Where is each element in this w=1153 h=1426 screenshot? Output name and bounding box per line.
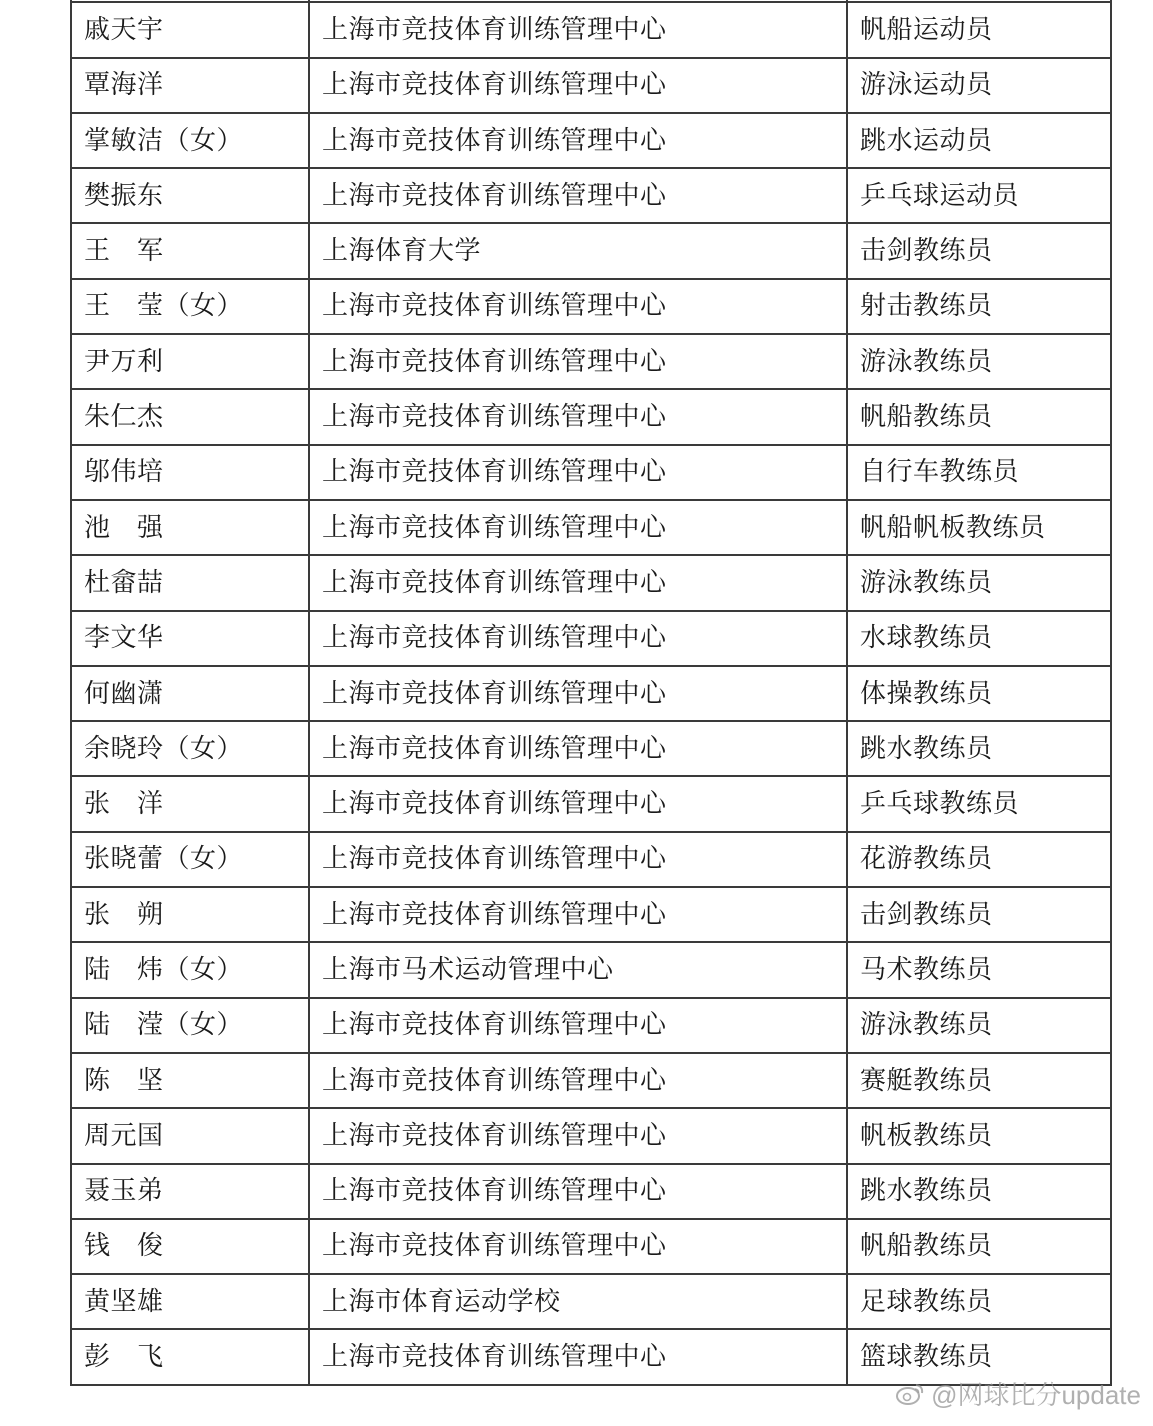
table-row	[71, 113, 1111, 168]
role-cell: 花游教练员	[847, 832, 1111, 887]
name-cell: 钱 俊	[71, 1219, 309, 1274]
table-row	[71, 223, 1111, 278]
role-cell: 游泳教练员	[847, 555, 1111, 610]
role-cell: 篮球教练员	[847, 1329, 1111, 1384]
role-cell: 水球教练员	[847, 611, 1111, 666]
unit-cell: 上海市竞技体育训练管理中心	[309, 887, 847, 942]
unit-cell: 上海市竞技体育训练管理中心	[309, 334, 847, 389]
unit-cell: 上海体育大学	[309, 223, 847, 278]
table-row	[71, 279, 1111, 334]
table-row	[71, 1108, 1111, 1163]
unit-cell: 上海市体育运动学校	[309, 1274, 847, 1329]
role-cell: 击剑教练员	[847, 223, 1111, 278]
role-cell: 击剑教练员	[847, 887, 1111, 942]
unit-cell: 上海市竞技体育训练管理中心	[309, 279, 847, 334]
unit-cell: 上海市竞技体育训练管理中心	[309, 666, 847, 721]
unit-cell: 上海市竞技体育训练管理中心	[309, 445, 847, 500]
unit-cell: 上海市竞技体育训练管理中心	[309, 721, 847, 776]
role-cell: 跳水教练员	[847, 721, 1111, 776]
table-row	[71, 942, 1111, 997]
unit-cell: 上海市竞技体育训练管理中心	[309, 58, 847, 113]
name-cell: 聂玉弟	[71, 1164, 309, 1219]
name-cell: 樊振东	[71, 168, 309, 223]
unit-cell: 上海市竞技体育训练管理中心	[309, 1329, 847, 1384]
role-cell: 帆船运动员	[847, 2, 1111, 57]
unit-cell: 上海市竞技体育训练管理中心	[309, 555, 847, 610]
table-row	[71, 2, 1111, 57]
name-cell: 戚天宇	[71, 2, 309, 57]
role-cell: 乒乓球运动员	[847, 168, 1111, 223]
table-row	[71, 555, 1111, 610]
table-row	[71, 445, 1111, 500]
role-cell: 帆板教练员	[847, 1108, 1111, 1163]
table-row	[71, 58, 1111, 113]
table-row	[71, 776, 1111, 831]
table-row	[71, 389, 1111, 444]
role-cell: 跳水教练员	[847, 1164, 1111, 1219]
unit-cell: 上海市竞技体育训练管理中心	[309, 1053, 847, 1108]
table-row	[71, 887, 1111, 942]
table-row	[71, 721, 1111, 776]
role-cell: 跳水运动员	[847, 113, 1111, 168]
role-cell: 赛艇教练员	[847, 1053, 1111, 1108]
name-cell: 彭 飞	[71, 1329, 309, 1384]
unit-cell: 上海市竞技体育训练管理中心	[309, 2, 847, 57]
table-row	[71, 1274, 1111, 1329]
name-cell: 周元国	[71, 1108, 309, 1163]
name-cell: 李文华	[71, 611, 309, 666]
name-cell: 朱仁杰	[71, 389, 309, 444]
unit-cell: 上海市竞技体育训练管理中心	[309, 832, 847, 887]
name-cell: 掌敏洁（女）	[71, 113, 309, 168]
unit-cell: 上海市竞技体育训练管理中心	[309, 1108, 847, 1163]
name-cell: 王 莹（女）	[71, 279, 309, 334]
table-row	[71, 1053, 1111, 1108]
name-cell: 张 朔	[71, 887, 309, 942]
role-cell: 游泳运动员	[847, 58, 1111, 113]
unit-cell: 上海市竞技体育训练管理中心	[309, 500, 847, 555]
unit-cell: 上海市马术运动管理中心	[309, 942, 847, 997]
table-row	[71, 500, 1111, 555]
role-cell: 射击教练员	[847, 279, 1111, 334]
name-cell: 黄坚雄	[71, 1274, 309, 1329]
role-cell: 帆船帆板教练员	[847, 500, 1111, 555]
unit-cell: 上海市竞技体育训练管理中心	[309, 611, 847, 666]
watermark-text: @网球比分update	[931, 1380, 1141, 1410]
unit-cell: 上海市竞技体育训练管理中心	[309, 998, 847, 1053]
name-cell: 杜畲喆	[71, 555, 309, 610]
role-cell: 自行车教练员	[847, 445, 1111, 500]
roster-table-body	[71, 0, 1111, 1385]
table-row	[71, 832, 1111, 887]
table-row	[71, 611, 1111, 666]
name-cell: 邬伟培	[71, 445, 309, 500]
table-row	[71, 666, 1111, 721]
table-row	[71, 1164, 1111, 1219]
name-cell: 张 洋	[71, 776, 309, 831]
name-cell: 陈 坚	[71, 1053, 309, 1108]
table-row	[71, 168, 1111, 223]
unit-cell: 上海市竞技体育训练管理中心	[309, 1219, 847, 1274]
role-cell: 帆船教练员	[847, 1219, 1111, 1274]
name-cell: 陆 炜（女）	[71, 942, 309, 997]
role-cell: 帆船教练员	[847, 389, 1111, 444]
name-cell: 何幽潇	[71, 666, 309, 721]
name-cell: 陆 滢（女）	[71, 998, 309, 1053]
role-cell: 乒乓球教练员	[847, 776, 1111, 831]
name-cell: 池 强	[71, 500, 309, 555]
table-row	[71, 1219, 1111, 1274]
name-cell: 王 军	[71, 223, 309, 278]
unit-cell: 上海市竞技体育训练管理中心	[309, 389, 847, 444]
roster-table	[70, 0, 1112, 1386]
role-cell: 足球教练员	[847, 1274, 1111, 1329]
unit-cell: 上海市竞技体育训练管理中心	[309, 113, 847, 168]
unit-cell: 上海市竞技体育训练管理中心	[309, 776, 847, 831]
table-row	[71, 1329, 1111, 1384]
role-cell: 马术教练员	[847, 942, 1111, 997]
name-cell: 尹万利	[71, 334, 309, 389]
role-cell: 游泳教练员	[847, 334, 1111, 389]
role-cell: 游泳教练员	[847, 998, 1111, 1053]
role-cell: 体操教练员	[847, 666, 1111, 721]
name-cell: 张晓蕾（女）	[71, 832, 309, 887]
name-cell: 覃海洋	[71, 58, 309, 113]
unit-cell: 上海市竞技体育训练管理中心	[309, 168, 847, 223]
table-row	[71, 334, 1111, 389]
table-row	[71, 998, 1111, 1053]
name-cell: 余晓玲（女）	[71, 721, 309, 776]
unit-cell: 上海市竞技体育训练管理中心	[309, 1164, 847, 1219]
